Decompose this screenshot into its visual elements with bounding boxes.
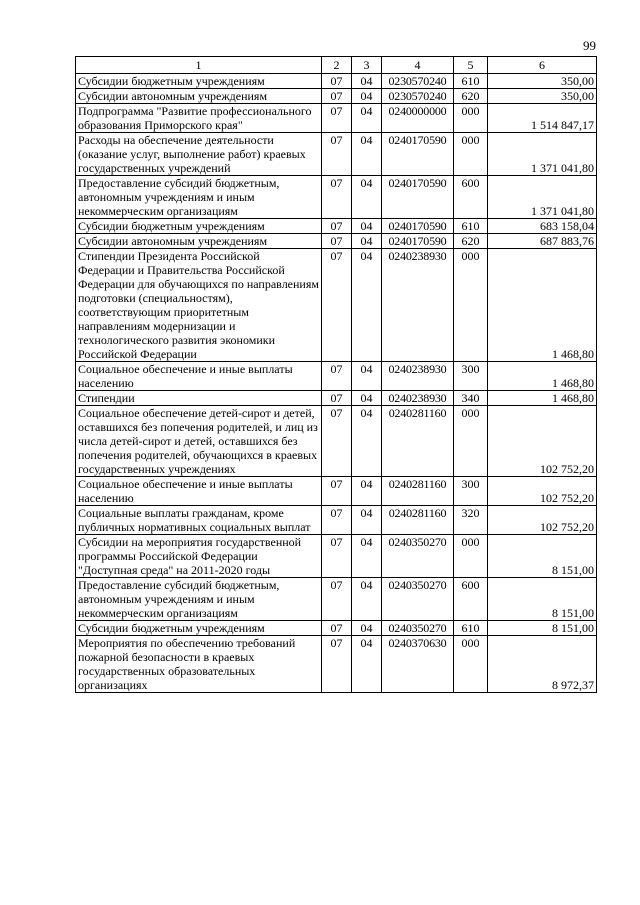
row-name-cell: Социальное обеспечение и иные выплаты населению <box>76 477 322 506</box>
row-section-cell: 07 <box>322 104 352 133</box>
row-expense-type-cell: 000 <box>454 249 488 362</box>
table-body <box>76 74 597 693</box>
row-amount-cell: 102 752,20 <box>488 406 597 477</box>
row-amount-cell: 1 371 041,80 <box>488 176 597 219</box>
row-target-article-cell: 0240281160 <box>382 406 454 477</box>
row-name-cell: Подпрограмма "Развитие профессионального образования Приморского края" <box>76 104 322 133</box>
budget-table <box>75 56 597 693</box>
row-amount-cell: 1 514 847,17 <box>488 104 597 133</box>
row-name-cell: Стипендии Президента Российской Федерации и Правительства Российской Федерации для обучающихся по направлениям подготовки (специальностям), соответствующим приоритетным направлениям модернизации и технологического развития экономики Российской Федерации <box>76 249 322 362</box>
row-amount-cell: 1 468,80 <box>488 362 597 391</box>
table-row <box>76 477 597 506</box>
table-row <box>76 535 597 578</box>
row-subsection-cell: 04 <box>352 133 382 176</box>
row-section-cell: 07 <box>322 89 352 104</box>
row-subsection-cell: 04 <box>352 234 382 249</box>
row-name-cell: Субсидии бюджетным учреждениям <box>76 219 322 234</box>
column-header-amount: 6 <box>488 57 597 74</box>
row-expense-type-cell: 000 <box>454 636 488 693</box>
row-name-cell: Стипендии <box>76 391 322 406</box>
row-target-article-cell: 0240170590 <box>382 219 454 234</box>
row-name-cell: Социальные выплаты гражданам, кроме публичных нормативных социальных выплат <box>76 506 322 535</box>
row-expense-type-cell: 320 <box>454 506 488 535</box>
row-name-cell: Субсидии на мероприятия государственной программы Российской Федерации "Доступная среда" на 2011-2020 годы <box>76 535 322 578</box>
row-expense-type-cell: 600 <box>454 176 488 219</box>
row-section-cell: 07 <box>322 406 352 477</box>
row-target-article-cell: 0240170590 <box>382 133 454 176</box>
row-name-cell: Субсидии автономным учреждениям <box>76 234 322 249</box>
row-section-cell: 07 <box>322 219 352 234</box>
row-subsection-cell: 04 <box>352 219 382 234</box>
row-section-cell: 07 <box>322 362 352 391</box>
row-section-cell: 07 <box>322 74 352 89</box>
row-amount-cell: 1 371 041,80 <box>488 133 597 176</box>
row-subsection-cell: 04 <box>352 406 382 477</box>
row-section-cell: 07 <box>322 133 352 176</box>
row-section-cell: 07 <box>322 578 352 621</box>
table-row <box>76 74 597 89</box>
table-row <box>76 176 597 219</box>
row-target-article-cell: 0240350270 <box>382 578 454 621</box>
row-target-article-cell: 0240281160 <box>382 506 454 535</box>
row-subsection-cell: 04 <box>352 176 382 219</box>
row-subsection-cell: 04 <box>352 636 382 693</box>
table-row <box>76 133 597 176</box>
row-expense-type-cell: 000 <box>454 104 488 133</box>
row-target-article-cell: 0240170590 <box>382 234 454 249</box>
table-row <box>76 391 597 406</box>
table-row <box>76 234 597 249</box>
row-expense-type-cell: 600 <box>454 578 488 621</box>
row-name-cell: Субсидии бюджетным учреждениям <box>76 621 322 636</box>
row-name-cell: Предоставление субсидий бюджетным, автономным учреждениям и иным некоммерческим организациям <box>76 578 322 621</box>
row-expense-type-cell: 300 <box>454 477 488 506</box>
row-target-article-cell: 0240281160 <box>382 477 454 506</box>
column-header-section: 2 <box>322 57 352 74</box>
table-row <box>76 219 597 234</box>
row-name-cell: Мероприятия по обеспечению требований пожарной безопасности в краевых государственных образовательных организациях <box>76 636 322 693</box>
table-row <box>76 506 597 535</box>
row-expense-type-cell: 610 <box>454 621 488 636</box>
row-section-cell: 07 <box>322 391 352 406</box>
row-target-article-cell: 0240170590 <box>382 176 454 219</box>
row-amount-cell: 102 752,20 <box>488 477 597 506</box>
row-subsection-cell: 04 <box>352 362 382 391</box>
row-target-article-cell: 0240238930 <box>382 362 454 391</box>
page-number: 99 <box>583 38 596 53</box>
header-row <box>76 57 597 74</box>
row-expense-type-cell: 610 <box>454 219 488 234</box>
row-section-cell: 07 <box>322 249 352 362</box>
row-target-article-cell: 0240350270 <box>382 535 454 578</box>
row-expense-type-cell: 620 <box>454 89 488 104</box>
row-expense-type-cell: 340 <box>454 391 488 406</box>
row-section-cell: 07 <box>322 636 352 693</box>
row-target-article-cell: 0240370630 <box>382 636 454 693</box>
row-section-cell: 07 <box>322 506 352 535</box>
row-name-cell: Социальное обеспечение и иные выплаты населению <box>76 362 322 391</box>
table-row <box>76 406 597 477</box>
row-amount-cell: 8 151,00 <box>488 578 597 621</box>
column-header-subsection: 3 <box>352 57 382 74</box>
row-subsection-cell: 04 <box>352 621 382 636</box>
row-name-cell: Предоставление субсидий бюджетным, автономным учреждениям и иным некоммерческим организациям <box>76 176 322 219</box>
row-subsection-cell: 04 <box>352 477 382 506</box>
column-header-expense-type: 5 <box>454 57 488 74</box>
row-target-article-cell: 0230570240 <box>382 74 454 89</box>
row-expense-type-cell: 000 <box>454 406 488 477</box>
row-subsection-cell: 04 <box>352 89 382 104</box>
row-target-article-cell: 0230570240 <box>382 89 454 104</box>
row-section-cell: 07 <box>322 234 352 249</box>
row-target-article-cell: 0240000000 <box>382 104 454 133</box>
row-subsection-cell: 04 <box>352 104 382 133</box>
table-row <box>76 636 597 693</box>
row-section-cell: 07 <box>322 535 352 578</box>
row-section-cell: 07 <box>322 621 352 636</box>
row-expense-type-cell: 000 <box>454 133 488 176</box>
column-header-name: 1 <box>76 57 322 74</box>
row-name-cell: Расходы на обеспечение деятельности (оказание услуг, выполнение работ) краевых государственных учреждений <box>76 133 322 176</box>
row-target-article-cell: 0240238930 <box>382 391 454 406</box>
row-amount-cell: 1 468,80 <box>488 249 597 362</box>
row-amount-cell: 8 151,00 <box>488 621 597 636</box>
row-section-cell: 07 <box>322 477 352 506</box>
table-row <box>76 104 597 133</box>
row-subsection-cell: 04 <box>352 74 382 89</box>
row-subsection-cell: 04 <box>352 535 382 578</box>
row-subsection-cell: 04 <box>352 506 382 535</box>
row-name-cell: Субсидии бюджетным учреждениям <box>76 74 322 89</box>
row-amount-cell: 350,00 <box>488 89 597 104</box>
row-subsection-cell: 04 <box>352 391 382 406</box>
row-expense-type-cell: 000 <box>454 535 488 578</box>
row-amount-cell: 1 468,80 <box>488 391 597 406</box>
row-subsection-cell: 04 <box>352 578 382 621</box>
row-expense-type-cell: 300 <box>454 362 488 391</box>
row-expense-type-cell: 610 <box>454 74 488 89</box>
row-subsection-cell: 04 <box>352 249 382 362</box>
row-amount-cell: 683 158,04 <box>488 219 597 234</box>
row-name-cell: Социальное обеспечение детей-сирот и детей, оставшихся без попечения родителей, и лиц из числа детей-сирот и детей, оставшихся без попечения родителей, обучающихся в краевых государственных учреждениях <box>76 406 322 477</box>
row-name-cell: Субсидии автономным учреждениям <box>76 89 322 104</box>
column-header-target-article: 4 <box>382 57 454 74</box>
row-amount-cell: 687 883,76 <box>488 234 597 249</box>
table-row <box>76 362 597 391</box>
row-target-article-cell: 0240238930 <box>382 249 454 362</box>
row-expense-type-cell: 620 <box>454 234 488 249</box>
table-row <box>76 249 597 362</box>
row-amount-cell: 350,00 <box>488 74 597 89</box>
row-amount-cell: 8 972,37 <box>488 636 597 693</box>
row-target-article-cell: 0240350270 <box>382 621 454 636</box>
row-amount-cell: 102 752,20 <box>488 506 597 535</box>
table-row <box>76 89 597 104</box>
table-row <box>76 578 597 621</box>
table-row <box>76 621 597 636</box>
row-section-cell: 07 <box>322 176 352 219</box>
row-amount-cell: 8 151,00 <box>488 535 597 578</box>
